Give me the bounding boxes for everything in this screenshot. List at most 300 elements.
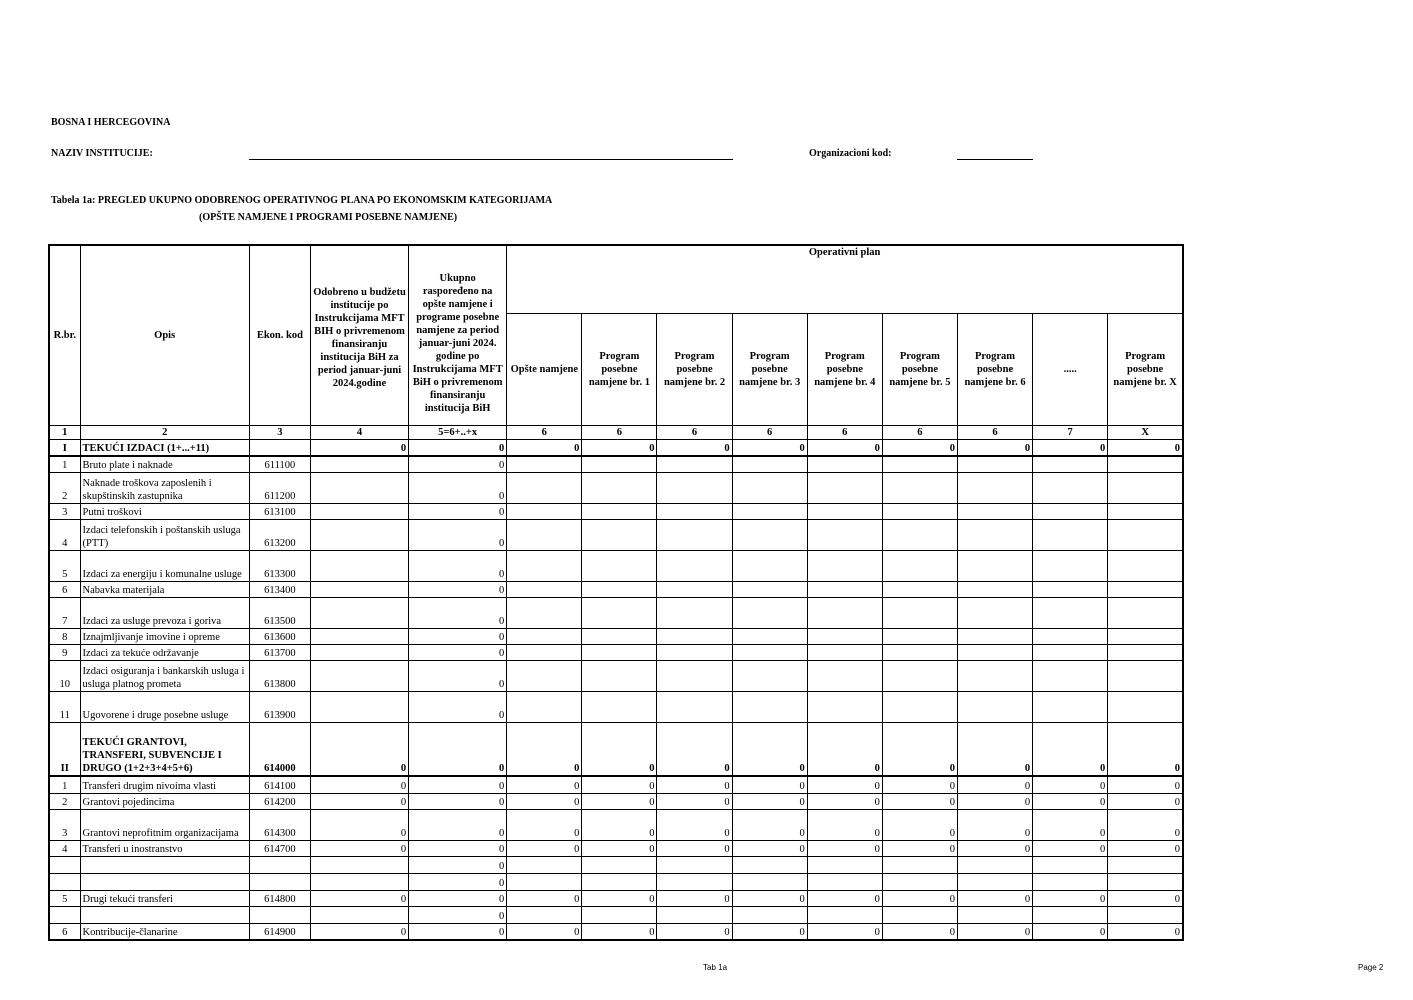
column-number: 6 <box>957 425 1032 439</box>
row-description: Naknade troškova zaposlenih i skupštinskih zastupnika <box>80 472 249 503</box>
economic-code: 613100 <box>249 503 310 519</box>
value-cell[interactable]: 0 <box>310 809 408 840</box>
value-cell[interactable]: 0 <box>1033 923 1108 940</box>
value-cell[interactable] <box>807 906 882 923</box>
row-description <box>80 873 249 890</box>
value-cell[interactable] <box>657 456 732 472</box>
row-number: 7 <box>49 597 80 628</box>
value-cell[interactable]: 0 <box>1108 722 1183 776</box>
value-cell[interactable] <box>507 581 582 597</box>
value-cell[interactable]: 0 <box>310 722 408 776</box>
column-number: X <box>1108 425 1183 439</box>
value-cell[interactable] <box>807 503 882 519</box>
value-cell[interactable]: 0 <box>1033 722 1108 776</box>
economic-code <box>249 439 310 456</box>
value-cell[interactable] <box>957 472 1032 503</box>
value-cell[interactable] <box>657 660 732 691</box>
value-cell[interactable] <box>582 472 657 503</box>
value-cell[interactable]: 0 <box>882 439 957 456</box>
value-cell[interactable] <box>957 628 1032 644</box>
value-cell[interactable] <box>732 597 807 628</box>
value-cell[interactable] <box>1033 581 1108 597</box>
value-cell[interactable]: 0 <box>582 776 657 793</box>
table-row <box>49 439 1183 456</box>
value-cell[interactable] <box>310 456 408 472</box>
value-cell[interactable] <box>507 550 582 581</box>
economic-code: 614800 <box>249 890 310 906</box>
value-cell[interactable]: 0 <box>507 722 582 776</box>
col-program-2: Program posebne namjene br. 2 <box>657 313 732 425</box>
value-cell[interactable] <box>310 691 408 722</box>
value-cell[interactable] <box>507 628 582 644</box>
value-cell[interactable] <box>1033 628 1108 644</box>
col-rbr: R.br. <box>49 245 80 425</box>
value-cell[interactable]: 0 <box>807 722 882 776</box>
value-cell[interactable] <box>732 472 807 503</box>
value-cell[interactable]: 0 <box>507 793 582 809</box>
value-cell[interactable] <box>1108 644 1183 660</box>
value-cell[interactable] <box>807 581 882 597</box>
value-cell[interactable] <box>732 628 807 644</box>
value-cell[interactable] <box>882 691 957 722</box>
value-cell[interactable]: 0 <box>310 923 408 940</box>
value-cell[interactable] <box>1033 660 1108 691</box>
economic-code: 611200 <box>249 472 310 503</box>
value-cell[interactable] <box>732 456 807 472</box>
value-cell[interactable]: 0 <box>882 722 957 776</box>
value-cell[interactable] <box>882 644 957 660</box>
value-cell[interactable] <box>657 856 732 873</box>
col-program-x: Program posebne namjene br. X <box>1108 313 1183 425</box>
value-cell[interactable] <box>1108 456 1183 472</box>
value-cell[interactable]: 0 <box>582 809 657 840</box>
value-cell[interactable] <box>732 550 807 581</box>
value-cell[interactable]: 0 <box>409 691 507 722</box>
value-cell[interactable]: 0 <box>732 439 807 456</box>
value-cell[interactable] <box>507 472 582 503</box>
value-cell[interactable] <box>882 597 957 628</box>
value-cell[interactable]: 0 <box>409 597 507 628</box>
value-cell[interactable] <box>507 503 582 519</box>
value-cell[interactable] <box>582 581 657 597</box>
value-cell[interactable] <box>657 906 732 923</box>
value-cell[interactable]: 0 <box>957 809 1032 840</box>
value-cell[interactable]: 0 <box>957 840 1032 856</box>
value-cell[interactable]: 0 <box>409 856 507 873</box>
table-row <box>49 722 1183 776</box>
value-cell[interactable]: 0 <box>1033 890 1108 906</box>
row-number: 2 <box>49 793 80 809</box>
value-cell[interactable] <box>1108 906 1183 923</box>
value-cell[interactable]: 0 <box>409 519 507 550</box>
value-cell[interactable]: 0 <box>657 776 732 793</box>
value-cell[interactable] <box>657 519 732 550</box>
value-cell[interactable] <box>582 644 657 660</box>
row-description: Izdaci za energiju i komunalne usluge <box>80 550 249 581</box>
col-operativni-plan: Operativni plan <box>507 245 1183 313</box>
value-cell[interactable]: 0 <box>409 503 507 519</box>
value-cell[interactable] <box>582 660 657 691</box>
value-cell[interactable] <box>957 503 1032 519</box>
value-cell[interactable] <box>310 581 408 597</box>
value-cell[interactable] <box>1108 581 1183 597</box>
value-cell[interactable] <box>1033 691 1108 722</box>
row-description: Izdaci telefonskih i poštanskih usluga (PTT) <box>80 519 249 550</box>
table-row <box>49 628 1183 644</box>
value-cell[interactable]: 0 <box>957 890 1032 906</box>
value-cell[interactable] <box>807 660 882 691</box>
value-cell[interactable] <box>582 519 657 550</box>
value-cell[interactable] <box>657 581 732 597</box>
row-description: Grantovi pojedincima <box>80 793 249 809</box>
column-number: 6 <box>507 425 582 439</box>
value-cell[interactable] <box>507 873 582 890</box>
value-cell[interactable]: 0 <box>807 793 882 809</box>
value-cell[interactable] <box>807 644 882 660</box>
economic-code: 614200 <box>249 793 310 809</box>
value-cell[interactable] <box>732 691 807 722</box>
value-cell[interactable] <box>1108 472 1183 503</box>
value-cell[interactable] <box>507 644 582 660</box>
value-cell[interactable]: 0 <box>882 809 957 840</box>
value-cell[interactable]: 0 <box>409 456 507 472</box>
economic-code: 613700 <box>249 644 310 660</box>
org-code-line[interactable] <box>957 159 1033 160</box>
value-cell[interactable]: 0 <box>507 840 582 856</box>
row-description: Bruto plate i naknade <box>80 456 249 472</box>
value-cell[interactable] <box>1033 503 1108 519</box>
value-cell[interactable] <box>310 660 408 691</box>
value-cell[interactable]: 0 <box>957 923 1032 940</box>
value-cell[interactable] <box>1108 873 1183 890</box>
value-cell[interactable] <box>582 456 657 472</box>
value-cell[interactable]: 0 <box>807 890 882 906</box>
value-cell[interactable]: 0 <box>657 840 732 856</box>
row-number: 1 <box>49 776 80 793</box>
value-cell[interactable]: 0 <box>957 722 1032 776</box>
value-cell[interactable]: 0 <box>1033 809 1108 840</box>
value-cell[interactable]: 0 <box>409 840 507 856</box>
value-cell[interactable] <box>1033 550 1108 581</box>
value-cell[interactable] <box>507 456 582 472</box>
value-cell[interactable] <box>507 906 582 923</box>
column-number: 4 <box>310 425 408 439</box>
row-number <box>49 856 80 873</box>
value-cell[interactable] <box>732 581 807 597</box>
value-cell[interactable]: 0 <box>1033 793 1108 809</box>
value-cell[interactable] <box>1108 597 1183 628</box>
value-cell[interactable] <box>957 856 1032 873</box>
col-opis: Opis <box>80 245 249 425</box>
value-cell[interactable]: 0 <box>1108 890 1183 906</box>
table-row <box>49 856 1183 873</box>
value-cell[interactable]: 0 <box>957 776 1032 793</box>
value-cell[interactable] <box>732 906 807 923</box>
value-cell[interactable]: 0 <box>507 776 582 793</box>
value-cell[interactable] <box>1033 597 1108 628</box>
value-cell[interactable] <box>582 873 657 890</box>
value-cell[interactable]: 0 <box>310 840 408 856</box>
value-cell[interactable] <box>310 628 408 644</box>
value-cell[interactable] <box>310 472 408 503</box>
value-cell[interactable] <box>582 856 657 873</box>
value-cell[interactable]: 0 <box>582 840 657 856</box>
value-cell[interactable] <box>1033 456 1108 472</box>
value-cell[interactable]: 0 <box>1108 793 1183 809</box>
value-cell[interactable]: 0 <box>807 776 882 793</box>
value-cell[interactable]: 0 <box>732 793 807 809</box>
value-cell[interactable]: 0 <box>807 809 882 840</box>
value-cell[interactable]: 0 <box>409 906 507 923</box>
value-cell[interactable] <box>732 644 807 660</box>
value-cell[interactable] <box>657 472 732 503</box>
value-cell[interactable]: 0 <box>310 890 408 906</box>
value-cell[interactable] <box>807 691 882 722</box>
economic-code <box>249 873 310 890</box>
value-cell[interactable]: 0 <box>1108 809 1183 840</box>
value-cell[interactable] <box>1033 644 1108 660</box>
value-cell[interactable] <box>882 660 957 691</box>
value-cell[interactable] <box>582 503 657 519</box>
value-cell[interactable] <box>657 691 732 722</box>
value-cell[interactable]: 0 <box>409 776 507 793</box>
value-cell[interactable] <box>1108 550 1183 581</box>
value-cell[interactable]: 0 <box>1108 923 1183 940</box>
value-cell[interactable] <box>882 628 957 644</box>
value-cell[interactable]: 0 <box>582 923 657 940</box>
value-cell[interactable]: 0 <box>657 439 732 456</box>
value-cell[interactable]: 0 <box>1033 776 1108 793</box>
value-cell[interactable]: 0 <box>882 840 957 856</box>
value-cell[interactable] <box>807 873 882 890</box>
value-cell[interactable] <box>1033 906 1108 923</box>
value-cell[interactable]: 0 <box>657 722 732 776</box>
value-cell[interactable]: 0 <box>657 923 732 940</box>
value-cell[interactable] <box>507 597 582 628</box>
value-cell[interactable] <box>807 628 882 644</box>
value-cell[interactable]: 0 <box>807 840 882 856</box>
value-cell[interactable] <box>582 906 657 923</box>
value-cell[interactable]: 0 <box>732 776 807 793</box>
economic-code: 613200 <box>249 519 310 550</box>
value-cell[interactable] <box>310 550 408 581</box>
value-cell[interactable] <box>1033 519 1108 550</box>
value-cell[interactable] <box>957 456 1032 472</box>
value-cell[interactable] <box>1108 628 1183 644</box>
value-cell[interactable] <box>310 644 408 660</box>
value-cell[interactable]: 0 <box>657 809 732 840</box>
row-description <box>80 856 249 873</box>
value-cell[interactable] <box>732 660 807 691</box>
value-cell[interactable] <box>507 660 582 691</box>
value-cell[interactable] <box>882 456 957 472</box>
value-cell[interactable] <box>882 873 957 890</box>
value-cell[interactable]: 0 <box>582 722 657 776</box>
column-number: 6 <box>657 425 732 439</box>
value-cell[interactable] <box>957 873 1032 890</box>
table-row <box>49 597 1183 628</box>
value-cell[interactable]: 0 <box>657 793 732 809</box>
economic-code: 614300 <box>249 809 310 840</box>
value-cell[interactable]: 0 <box>409 644 507 660</box>
value-cell[interactable] <box>1033 873 1108 890</box>
value-cell[interactable] <box>957 519 1032 550</box>
col-program-5: Program posebne namjene br. 5 <box>882 313 957 425</box>
table-title: Tabela 1a: PREGLED UKUPNO ODOBRENOG OPERATIVNOG PLANA PO EKONOMSKIM KATEGORIJAMA <box>51 195 553 206</box>
table-row <box>49 472 1183 503</box>
value-cell[interactable]: 0 <box>310 439 408 456</box>
row-description: Drugi tekući transferi <box>80 890 249 906</box>
value-cell[interactable]: 0 <box>582 793 657 809</box>
value-cell[interactable] <box>957 644 1032 660</box>
value-cell[interactable]: 0 <box>507 809 582 840</box>
economic-code: 613300 <box>249 550 310 581</box>
row-number: 10 <box>49 660 80 691</box>
value-cell[interactable]: 0 <box>507 439 582 456</box>
value-cell[interactable] <box>732 856 807 873</box>
value-cell[interactable]: 0 <box>882 890 957 906</box>
value-cell[interactable]: 0 <box>507 890 582 906</box>
value-cell[interactable]: 0 <box>807 923 882 940</box>
value-cell[interactable] <box>882 519 957 550</box>
value-cell[interactable] <box>582 691 657 722</box>
value-cell[interactable] <box>1033 472 1108 503</box>
value-cell[interactable]: 0 <box>409 472 507 503</box>
value-cell[interactable]: 0 <box>409 809 507 840</box>
value-cell[interactable]: 0 <box>732 722 807 776</box>
value-cell[interactable]: 0 <box>409 923 507 940</box>
value-cell[interactable]: 0 <box>882 776 957 793</box>
value-cell[interactable] <box>957 597 1032 628</box>
value-cell[interactable] <box>807 597 882 628</box>
value-cell[interactable] <box>310 597 408 628</box>
value-cell[interactable] <box>957 691 1032 722</box>
value-cell[interactable]: 0 <box>732 923 807 940</box>
value-cell[interactable] <box>957 660 1032 691</box>
value-cell[interactable] <box>957 581 1032 597</box>
value-cell[interactable] <box>807 519 882 550</box>
value-cell[interactable]: 0 <box>409 890 507 906</box>
economic-code <box>249 906 310 923</box>
value-cell[interactable] <box>732 503 807 519</box>
value-cell[interactable] <box>657 597 732 628</box>
value-cell[interactable]: 0 <box>732 809 807 840</box>
institution-name-line[interactable] <box>249 159 733 160</box>
value-cell[interactable]: 0 <box>409 873 507 890</box>
value-cell[interactable]: 0 <box>732 840 807 856</box>
value-cell[interactable] <box>657 628 732 644</box>
value-cell[interactable]: 0 <box>732 890 807 906</box>
column-number: 7 <box>1033 425 1108 439</box>
value-cell[interactable] <box>807 456 882 472</box>
value-cell[interactable]: 0 <box>1108 439 1183 456</box>
value-cell[interactable] <box>882 906 957 923</box>
header-row <box>49 245 1183 313</box>
value-cell[interactable]: 0 <box>310 776 408 793</box>
value-cell[interactable] <box>957 550 1032 581</box>
value-cell[interactable]: 0 <box>1108 840 1183 856</box>
value-cell[interactable]: 0 <box>310 793 408 809</box>
value-cell[interactable] <box>807 856 882 873</box>
value-cell[interactable] <box>882 503 957 519</box>
value-cell[interactable]: 0 <box>882 923 957 940</box>
value-cell[interactable]: 0 <box>409 660 507 691</box>
value-cell[interactable] <box>310 873 408 890</box>
value-cell[interactable] <box>882 856 957 873</box>
value-cell[interactable] <box>1108 691 1183 722</box>
column-number: 2 <box>80 425 249 439</box>
value-cell[interactable]: 0 <box>1108 776 1183 793</box>
col-odobreno: Odobreno u budžetu institucije po Instrukcijama MFT BIH o privremenom finansiranju institucija BiH za period januar-juni 2024.godine <box>310 245 408 425</box>
value-cell[interactable] <box>582 597 657 628</box>
value-cell[interactable] <box>310 503 408 519</box>
page-number: Page 2 <box>1358 963 1384 972</box>
value-cell[interactable]: 0 <box>507 923 582 940</box>
value-cell[interactable]: 0 <box>1033 840 1108 856</box>
value-cell[interactable]: 0 <box>807 439 882 456</box>
value-cell[interactable] <box>1108 503 1183 519</box>
value-cell[interactable]: 0 <box>1033 439 1108 456</box>
value-cell[interactable] <box>807 472 882 503</box>
value-cell[interactable] <box>507 856 582 873</box>
value-cell[interactable] <box>1108 519 1183 550</box>
value-cell[interactable]: 0 <box>409 722 507 776</box>
value-cell[interactable] <box>882 581 957 597</box>
value-cell[interactable] <box>310 519 408 550</box>
value-cell[interactable] <box>957 906 1032 923</box>
value-cell[interactable] <box>507 519 582 550</box>
value-cell[interactable] <box>310 856 408 873</box>
value-cell[interactable]: 0 <box>957 439 1032 456</box>
value-cell[interactable] <box>657 550 732 581</box>
value-cell[interactable] <box>582 628 657 644</box>
value-cell[interactable] <box>657 503 732 519</box>
economic-code: 613600 <box>249 628 310 644</box>
economic-code: 614900 <box>249 923 310 940</box>
value-cell[interactable] <box>310 906 408 923</box>
value-cell[interactable] <box>657 644 732 660</box>
value-cell[interactable] <box>657 873 732 890</box>
value-cell[interactable]: 0 <box>409 550 507 581</box>
value-cell[interactable] <box>582 550 657 581</box>
table-row <box>49 776 1183 793</box>
value-cell[interactable] <box>807 550 882 581</box>
value-cell[interactable] <box>732 873 807 890</box>
value-cell[interactable]: 0 <box>409 439 507 456</box>
value-cell[interactable]: 0 <box>409 628 507 644</box>
value-cell[interactable] <box>1033 856 1108 873</box>
value-cell[interactable]: 0 <box>409 581 507 597</box>
value-cell[interactable] <box>882 550 957 581</box>
value-cell[interactable]: 0 <box>582 439 657 456</box>
table-row <box>49 691 1183 722</box>
value-cell[interactable]: 0 <box>582 890 657 906</box>
value-cell[interactable] <box>1108 856 1183 873</box>
value-cell[interactable]: 0 <box>409 793 507 809</box>
col-program-4: Program posebne namjene br. 4 <box>807 313 882 425</box>
value-cell[interactable] <box>732 519 807 550</box>
org-code-label: Organizacioni kod: <box>809 148 892 159</box>
value-cell[interactable]: 0 <box>882 793 957 809</box>
table-row <box>49 873 1183 890</box>
col-dots: ..... <box>1033 313 1108 425</box>
table-row <box>49 644 1183 660</box>
value-cell[interactable] <box>882 472 957 503</box>
value-cell[interactable]: 0 <box>657 890 732 906</box>
value-cell[interactable] <box>1108 660 1183 691</box>
value-cell[interactable] <box>507 691 582 722</box>
value-cell[interactable]: 0 <box>957 793 1032 809</box>
